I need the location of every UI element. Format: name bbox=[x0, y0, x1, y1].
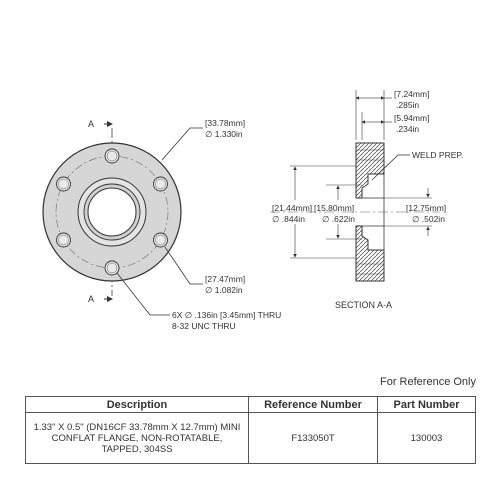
od-dimension-in: ∅ 1.330in bbox=[205, 129, 243, 139]
header-description: Description bbox=[26, 397, 249, 413]
front-view bbox=[43, 118, 281, 331]
dia-622-in: ∅ .622in bbox=[322, 214, 355, 224]
knife-edge-depth-in: .234in bbox=[396, 124, 420, 134]
holes-callout-line2: 8-32 UNC THRU bbox=[172, 321, 236, 331]
dia-844-mm: [21.44mm] bbox=[272, 203, 313, 213]
dia-844-in: ∅ .844in bbox=[272, 214, 305, 224]
section-mark-top: A bbox=[88, 119, 95, 129]
section-view bbox=[270, 89, 463, 310]
header-reference-number: Reference Number bbox=[249, 397, 378, 413]
bolt-circle-dimension-mm: [27.47mm] bbox=[205, 274, 246, 284]
od-dimension-mm: [33.78mm] bbox=[205, 118, 246, 128]
header-part-number: Part Number bbox=[378, 397, 476, 413]
flange-section-upper bbox=[356, 143, 384, 198]
cell-description: 1.33" X 0.5" (DN16CF 33.78mm X 12.7mm) MINI CONFLAT FLANGE, NON-ROTATABLE, TAPPED, 304SS bbox=[26, 413, 249, 464]
overall-thickness-mm: [7.24mm] bbox=[394, 89, 430, 99]
weld-prep-label: WELD PREP. bbox=[412, 150, 464, 160]
overall-thickness-in: .285in bbox=[396, 100, 420, 110]
dia-622-mm: [15.80mm] bbox=[314, 203, 355, 213]
table-header-row bbox=[26, 397, 476, 413]
bolt-circle-dimension-in: ∅ 1.082in bbox=[205, 285, 243, 295]
flange-section-lower bbox=[356, 226, 384, 281]
reference-note: For Reference Only bbox=[380, 376, 476, 388]
section-title: SECTION A-A bbox=[335, 300, 393, 310]
part-info-table bbox=[25, 396, 476, 464]
table-row bbox=[26, 413, 476, 464]
cell-part-number: 130003 bbox=[378, 413, 476, 464]
knife-edge-depth-mm: [5.94mm] bbox=[394, 113, 430, 123]
holes-callout-line1: 6X ∅ .136in [3.45mm] THRU bbox=[172, 310, 282, 320]
dia-502-mm: [12.75mm] bbox=[406, 203, 447, 213]
section-mark-bottom: A bbox=[88, 294, 95, 304]
dia-502-in: ∅ .502in bbox=[412, 214, 445, 224]
cell-reference-number: F133050T bbox=[249, 413, 378, 464]
bore-inner-ring bbox=[88, 188, 136, 236]
